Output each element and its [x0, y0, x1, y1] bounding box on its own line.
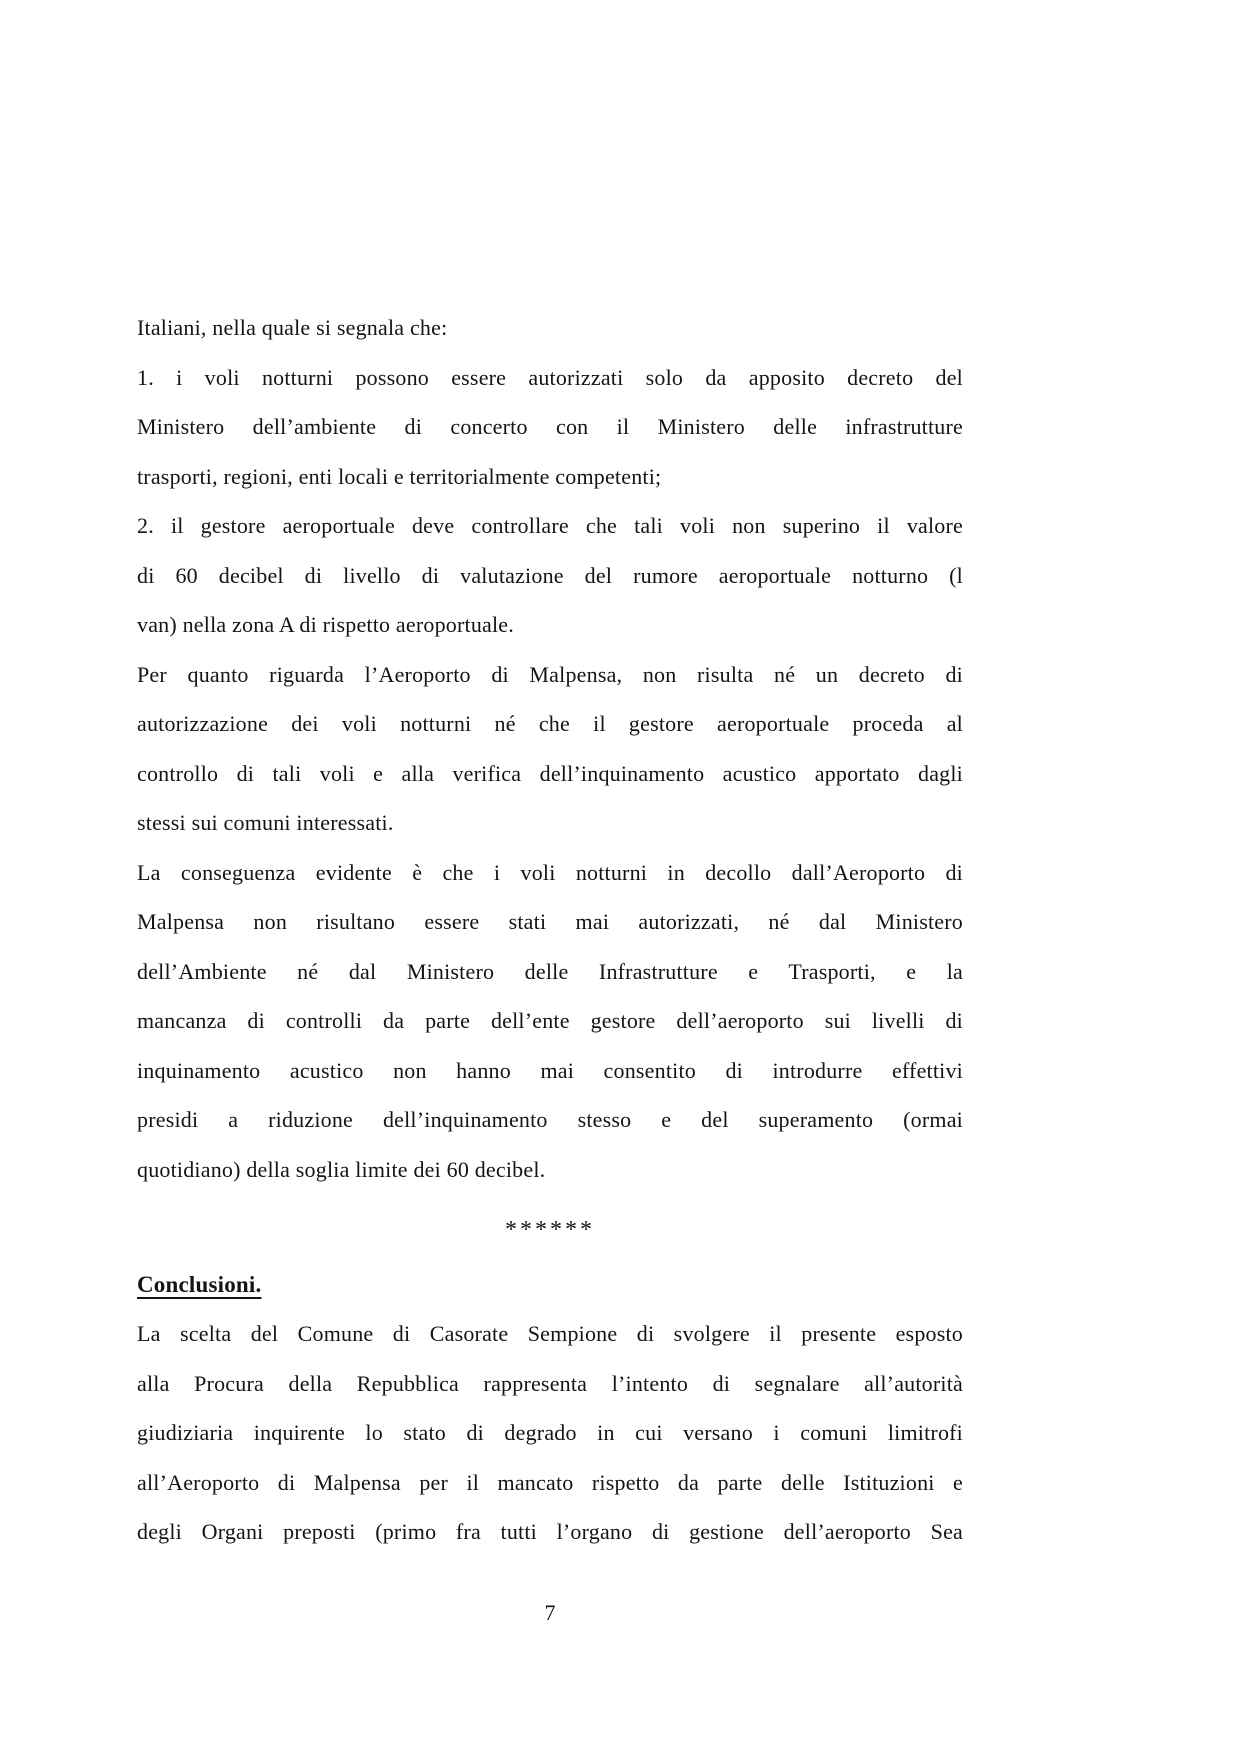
- text-column: [137, 303, 963, 1557]
- text-line: controllo di tali voli e alla verifica dell’inquinamento acustico apportato dagli: [137, 760, 963, 786]
- text-line: stessi sui comuni interessati.: [137, 810, 394, 835]
- text-line: presidi a riduzione dell’inquinamento stesso e del superamento (ormai: [137, 1107, 963, 1132]
- text-line: Per quanto riguarda l’Aeroporto di Malpensa, non risulta né un decreto di: [137, 661, 963, 687]
- text-line: Malpensa non risultano essere stati mai autorizzati, né dal Ministero: [137, 909, 963, 934]
- text-line: 1. i voli notturni possono essere autorizzati solo da apposito decreto del: [137, 364, 963, 390]
- text-line: giudiziaria inquirente lo stato di degrado in cui versano i comuni limitrofi: [137, 1420, 963, 1445]
- text-line: 2. il gestore aeroportuale deve controllare che tali voli non superino il valore: [137, 513, 963, 538]
- text-line: La scelta del Comune di Casorate Sempione di svolgere il presente esposto: [137, 1321, 963, 1346]
- text-line: dell’Ambiente né dal Ministero delle Infrastrutture e Trasporti, e la: [137, 958, 963, 984]
- section-heading: Conclusioni.: [137, 1271, 262, 1297]
- text-line: trasporti, regioni, enti locali e territorialmente competenti;: [137, 463, 662, 489]
- page-number: 7: [544, 1600, 556, 1625]
- text-line: quotidiano) della soglia limite dei 60 decibel.: [137, 1156, 546, 1182]
- text-line: mancanza di controlli da parte dell’ente gestore dell’aeroporto sui livelli di: [137, 1008, 963, 1033]
- text-line: Italiani, nella quale si segnala che:: [137, 315, 448, 340]
- text-line: di 60 decibel di livello di valutazione del rumore aeroportuale notturno (l: [137, 562, 963, 588]
- text-line: autorizzazione dei voli notturni né che il gestore aeroportuale proceda al: [137, 711, 963, 736]
- text-line: all’Aeroporto di Malpensa per il mancato rispetto da parte delle Istituzioni e: [137, 1469, 963, 1495]
- text-line: La conseguenza evidente è che i voli notturni in decollo dall’Aeroporto di: [137, 859, 963, 885]
- text-line: van) nella zona A di rispetto aeroportuale.: [137, 612, 514, 637]
- text-line: degli Organi preposti (primo fra tutti l’organo di gestione dell’aeroporto Sea: [137, 1519, 963, 1544]
- asterisk-separator: ******: [505, 1217, 595, 1243]
- text-line: alla Procura della Repubblica rappresenta l’intento di segnalare all’autorità: [137, 1370, 963, 1396]
- text-line: inquinamento acustico non hanno mai consentito di introdurre effettivi: [137, 1057, 963, 1083]
- text-line: Ministero dell’ambiente di concerto con il Ministero delle infrastrutture: [137, 414, 963, 439]
